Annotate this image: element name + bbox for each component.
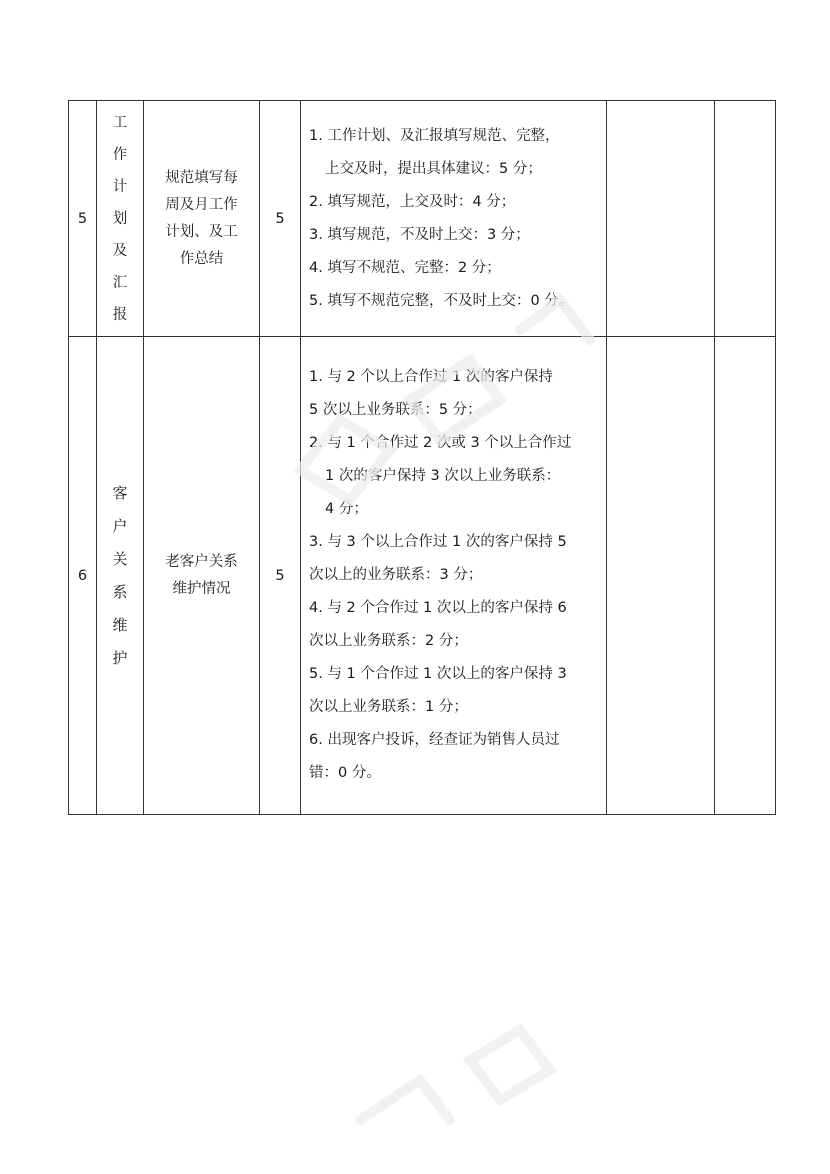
- category-char: 护: [112, 648, 128, 667]
- empty-cell: [607, 337, 715, 815]
- rule-line: 1 次的客户保持 3 次以上业务联系：: [325, 468, 561, 484]
- rule-line: 错：0 分。: [309, 765, 381, 781]
- empty-cell: [607, 101, 715, 337]
- rule-line: 5. 与 1 个合作过 1 次以上的客户保持 3: [309, 666, 567, 682]
- row-number: 5: [69, 101, 97, 337]
- rule-line: 4. 填写不规范、完整：2 分；: [309, 259, 501, 276]
- category-char: 作: [112, 146, 128, 163]
- standard-cell: [144, 101, 260, 337]
- rule-line: 3. 与 3 个以上合作过 1 次的客户保持 5: [309, 534, 567, 550]
- rule-line: 4. 与 2 个合作过 1 次以上的客户保持 6: [309, 600, 567, 616]
- rule-line: 上交及时，提出具体建议：5 分；: [325, 160, 542, 177]
- standard-line: 周及月工作: [165, 196, 238, 213]
- standard-line: 维护情况: [172, 580, 231, 597]
- category-char: 关: [112, 549, 128, 568]
- assessment-table: [68, 100, 776, 815]
- empty-cell: [715, 337, 776, 815]
- rule-line: 1. 与 2 个以上合作过 1 次的客户保持: [309, 369, 553, 385]
- rule-line: 次以上的业务联系：3 分；: [309, 567, 483, 583]
- category-char: 系: [112, 582, 128, 601]
- rule-line: 6. 出现客户投诉，经查证为销售人员过: [309, 732, 560, 748]
- standard-cell: [144, 337, 260, 815]
- rule-line: 2. 与 1 个合作过 2 次或 3 个以上合作过: [309, 435, 572, 451]
- standard-line: 计划、及工: [165, 223, 238, 240]
- standard-line: 作总结: [179, 250, 224, 267]
- category-cell: [97, 337, 144, 815]
- category-char: 工: [112, 114, 128, 131]
- rule-line: 1. 工作计划、及汇报填写规范、完整，: [309, 127, 560, 144]
- rules-cell: [301, 337, 607, 815]
- table-row: [69, 337, 776, 815]
- rules-cell: [301, 101, 607, 337]
- standard-line: 规范填写每: [165, 169, 238, 186]
- rule-line: 次以上业务联系：2 分；: [309, 633, 468, 649]
- rule-line: 4 分；: [325, 501, 368, 517]
- rule-line: 次以上业务联系：1 分；: [309, 699, 468, 715]
- category-char: 维: [112, 615, 128, 634]
- table-row: [69, 101, 776, 337]
- standard-line: 老客户关系: [165, 553, 238, 570]
- category-char: 报: [112, 306, 128, 323]
- category-cell: [97, 101, 144, 337]
- rule-line: 2. 填写规范，上交及时：4 分；: [309, 193, 516, 210]
- rule-line: 5. 填写不规范完整，不及时上交：0 分。: [309, 292, 574, 309]
- score-cell: 5: [260, 101, 301, 337]
- score-cell: 5: [260, 337, 301, 815]
- category-char: 计: [112, 178, 128, 195]
- empty-cell: [715, 101, 776, 337]
- category-char: 客: [112, 483, 128, 502]
- category-char: 户: [112, 516, 128, 535]
- row-number: 6: [69, 337, 97, 815]
- category-char: 及: [112, 242, 128, 259]
- category-char: 划: [112, 210, 128, 227]
- rule-line: 3. 填写规范，不及时上交：3 分；: [309, 226, 530, 243]
- rule-line: 5 次以上业务联系：5 分；: [309, 402, 482, 418]
- category-char: 汇: [112, 274, 128, 291]
